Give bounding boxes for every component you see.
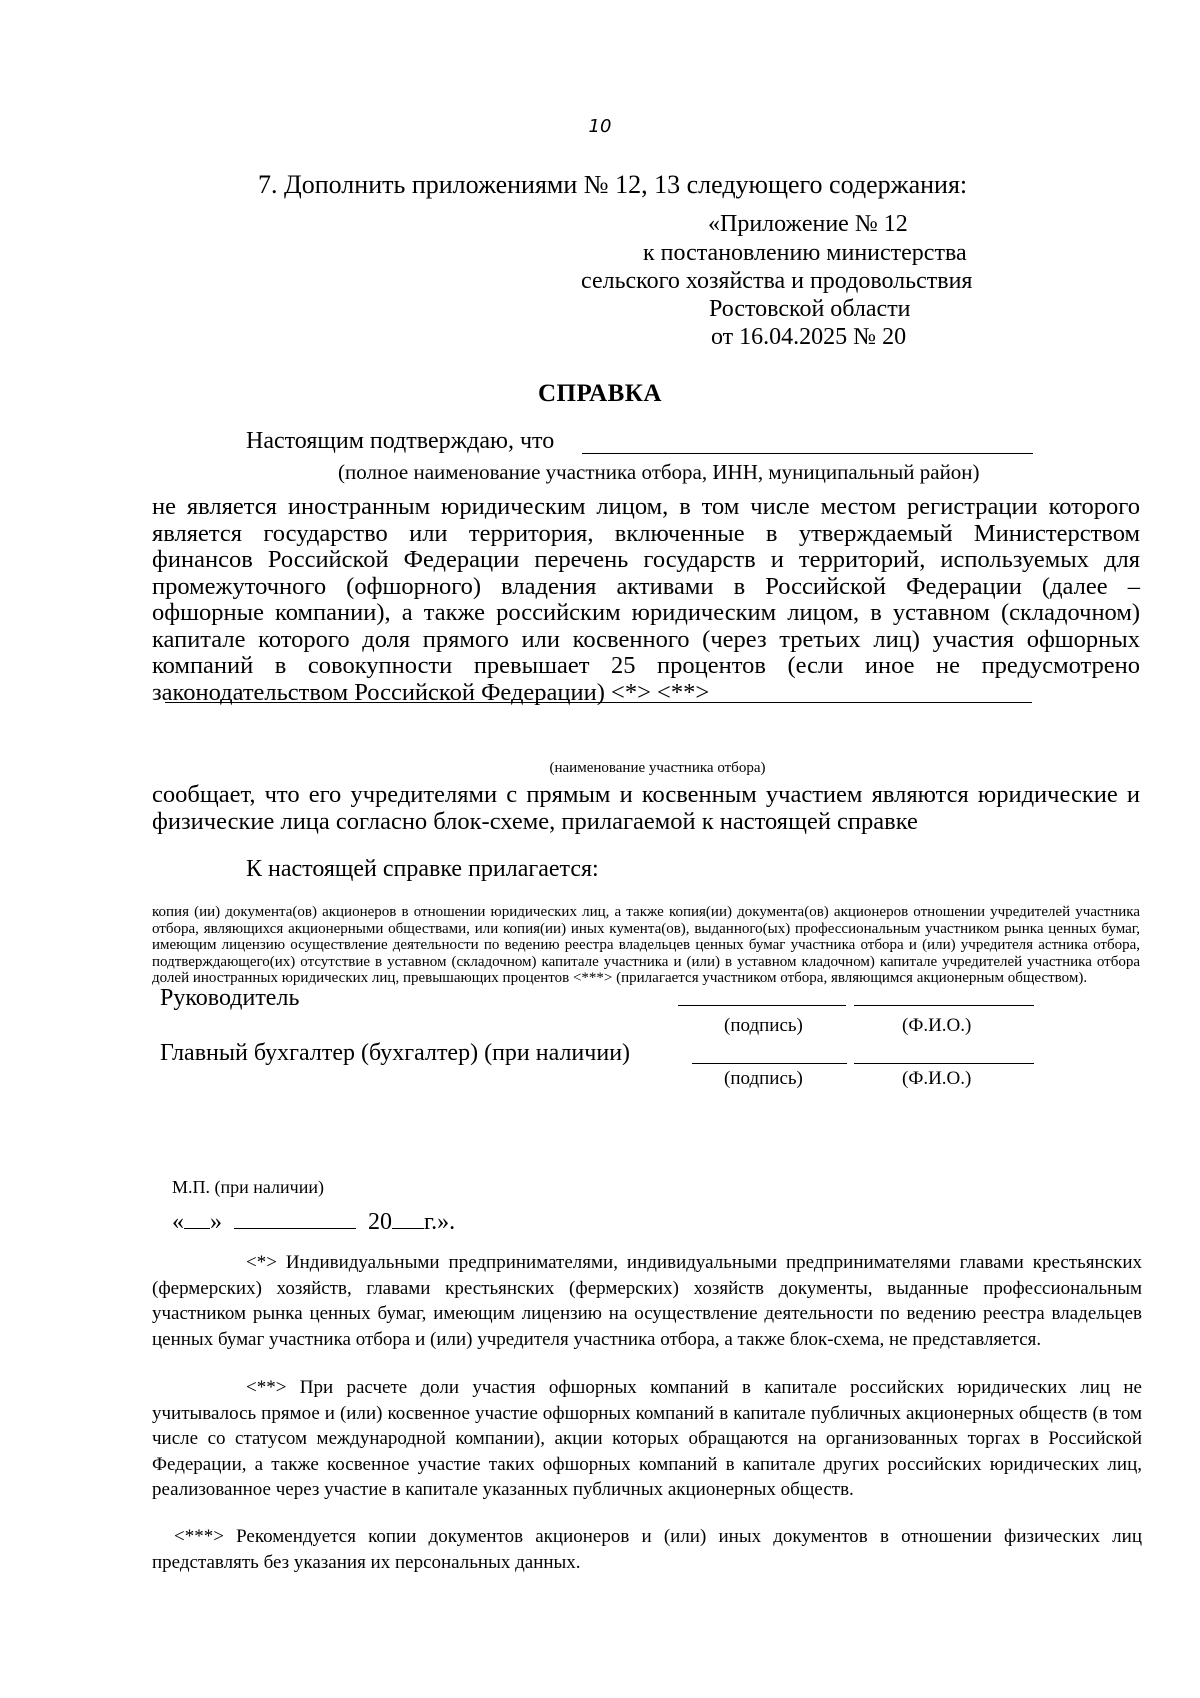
- footnote-2: <**> При расчете доли участия офшорных компаний в капитале российских юридических лиц не учитывалось прямое и (или) косвенное участие офшорных компаний в капитале публичных акционерных обществ (в том числе со статусом международной компании), акции которых обращаются на организованных торгах в Российской Федерации, а также косвенное участие таких офшорных компаний в капитале других российских юридических лиц, реализованное через участие в капитале указанных публичных акционерных обществ.: [152, 1377, 1142, 1500]
- appendix-line-2: к постановлению министерства: [643, 240, 967, 266]
- appendix-line-1: «Приложение № 12: [708, 211, 908, 237]
- date-line: [172, 1208, 455, 1236]
- appendix-line-4: Ростовской области: [709, 296, 911, 322]
- accountant-label: Главный бухгалтер (бухгалтер) (при наличии): [160, 1040, 631, 1066]
- footnote-3: <***> Рекомендуется копии документов акционеров и (или) иных документов в отношении физических лиц представлять без указания их персональных данных.: [152, 1526, 1142, 1573]
- accountant-name-line: [854, 1063, 1034, 1064]
- accountant-signature-caption: (подпись): [724, 1068, 803, 1089]
- head-label: Руководитель: [160, 985, 300, 1011]
- document-title: СПРАВКА: [538, 380, 662, 407]
- page-number: 10: [588, 116, 612, 137]
- participant-name-line: [165, 702, 1032, 703]
- accountant-name-caption: (Ф.И.О.): [902, 1068, 972, 1089]
- participant-name-caption: (наименование участника отбора): [549, 760, 766, 776]
- body-founders: сообщает, что его учредителями с прямым и косвенным участием являются юридические и физические лица согласно блок-схеме, прилагаемой к настоящей справке: [152, 781, 1140, 835]
- confirm-text: Настоящим подтверждаю, что: [246, 428, 555, 454]
- participant-full-caption: (полное наименование участника отбора, ИНН, муниципальный район): [338, 460, 980, 484]
- attached-text: копия (ии) документа(ов) акционеров в отношении юридических лиц, а также копия(ии) документа(ов) акционеров отношении учредителей участника отбора, являющихся акционерными обществами, или копия(ии) иных кумента(ов), выданного(ых) профессиональным участником рынка ценных бумаг, имеющим лицензию осуществление деятельности по ведению реестра владельцев ценных бумаг участника отбора и (или) учредителя астника отбора, подтверждающего(их) отсутствие в уставном (складочном) капитале участника и (или) в уставном кладочном) капитале учредителей участника отбора долей иностранных юридических лиц, превышающих процентов <***> (прилагается участником отбора, являющимся акционерным обществом).: [152, 904, 1140, 986]
- head-signature-line: [678, 1005, 846, 1006]
- day-blank: [184, 1208, 210, 1229]
- seal-placeholder: М.П. (при наличии): [172, 1177, 324, 1197]
- footnote-1: <*> Индивидуальными предпринимателями, индивидуальными предпринимателями главами крестьянских (фермерских) хозяйств, главами крестьянских (фермерских) хозяйств документы, выданные профессиональным участником рынка ценных бумаг, имеющим лицензию на осуществление деятельности по ведению реестра владельцев ценных бумаг участника отбора и (или) учредителя участника отбора, а также блок-схема, не представляется.: [152, 1252, 1142, 1350]
- accountant-signature-line: [692, 1063, 847, 1064]
- month-blank: [234, 1208, 356, 1229]
- date-open-quote: «: [172, 1209, 184, 1235]
- intro-paragraph: 7. Дополнить приложениями № 12, 13 следующего содержания:: [258, 170, 968, 199]
- year-suffix: г.».: [424, 1209, 456, 1235]
- attached-heading: К настоящей справке прилагается:: [246, 856, 599, 882]
- appendix-line-5: от 16.04.2025 № 20: [711, 324, 907, 350]
- year-prefix: 20: [368, 1209, 392, 1235]
- head-name-caption: (Ф.И.О.): [902, 1015, 972, 1036]
- body-not-foreign: не является иностранным юридическим лицом, в том числе местом регистрации которого является государство или территория, включенные в утверждаемый Министерством финансов Российской Федерации перечень государств и территорий, используемых для промежуточного (офшорного) владения активами в Российской Федерации (далее – офшорные компании), а также российским юридическим лицом, в уставном (складочном) капитале которого доля прямого или косвенного (через третьих лиц) участия офшорных компаний в совокупности превышает 25 процентов (если иное не предусмотрено законодательством Российской Федерации) <*> <**>: [152, 493, 1140, 706]
- year-blank: [392, 1208, 424, 1229]
- appendix-line-3: сельского хозяйства и продовольствия: [581, 268, 973, 294]
- head-name-line: [854, 1005, 1034, 1006]
- participant-fill-line: [582, 453, 1033, 454]
- head-signature-caption: (подпись): [724, 1015, 803, 1036]
- date-close-quote: »: [210, 1209, 222, 1235]
